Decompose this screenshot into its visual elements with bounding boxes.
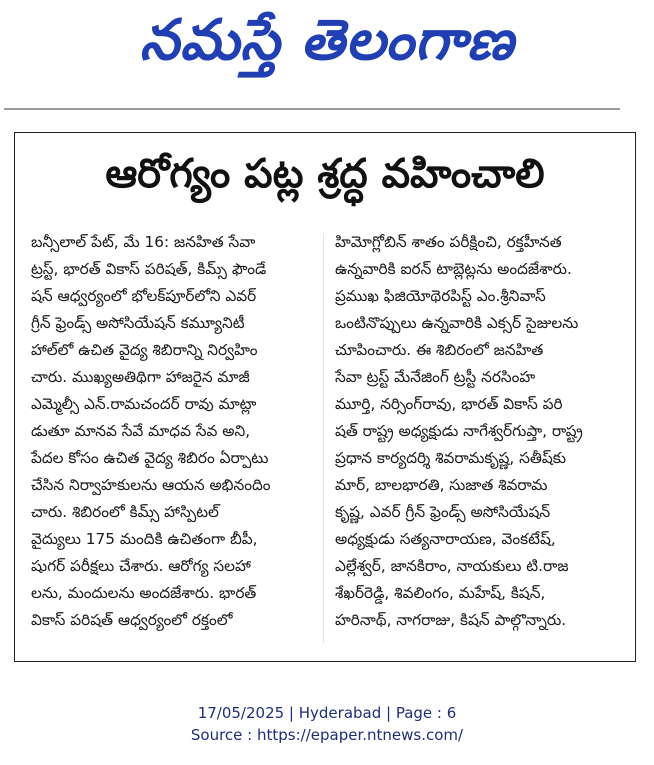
article-line: ఎమ్మెల్సీ ఎన్.రామచందర్ రావు మాట్లా	[31, 395, 257, 413]
article-line: చేసిన నిర్వాహకులను ఆయన అభినందిం	[31, 476, 271, 494]
article-column-left	[31, 229, 314, 634]
masthead-divider	[4, 108, 620, 110]
article-line: కృష్ణ, ఎవర్ గ్రీన్ ఫ్రెండ్స్ అసోసియేషన్	[335, 503, 551, 521]
article-line: శేఖర్‌రెడ్డి, శివలింగం, మహేష్, కిషన్,	[335, 584, 546, 602]
article-line: హరినాథ్, నాగరాజు, కిషన్ పాల్గొన్నారు.	[335, 611, 567, 629]
article-clipping	[14, 132, 636, 662]
article-line: అధ్యక్షుడు సత్యనారాయణ, వెంకటేష్,	[335, 530, 556, 548]
article-column-right	[335, 229, 618, 634]
article-line: హిమోగ్లోబిన్ శాతం పరీక్షించి, రక్తహీనత	[335, 233, 562, 251]
article-line: చూపించారు. ఈ శిబిరంలో జనహిత	[335, 341, 544, 359]
article-line: పేదల కోసం ఉచిత వైద్య శిబిరం ఏర్పాటు	[31, 449, 269, 467]
article-line: మూర్తి, నర్సింగ్‌రావు, భారత్ వికాస్ పరి	[335, 395, 563, 413]
article-line: డుతూ మానవ సేవే మాధవ సేవ అని,	[31, 422, 251, 440]
masthead	[0, 0, 654, 108]
article-line: బన్సీలాల్ పేట్, మే 16: జనహిత సేవా	[31, 233, 256, 251]
article-line: చారు. శిబిరంలో కిమ్స్ హాస్పిటల్	[31, 503, 219, 521]
article-line: వైద్యులు 175 మందికి ఉచితంగా బీపీ,	[31, 530, 258, 548]
article-line: ట్రస్ట్, భారత్ వికాస్ పరిషత్, కిమ్స్ ఫౌండే	[31, 260, 267, 278]
article-line: చారు. ముఖ్యఅతిథిగా హాజరైన మాజీ	[31, 368, 250, 386]
article-line: షుగర్ పరీక్షలు చేశారు. ఆరోగ్య సలహా	[31, 557, 251, 575]
source-link[interactable]: Source : https://epaper.ntnews.com/	[190, 726, 464, 744]
article-line: సేవా ట్రస్ట్ మేనేజింగ్ ట్రస్టీ నరసింహ	[335, 368, 536, 386]
article-headline: ఆరోగ్యం పట్ల శ్రద్ధ వహించాలి	[105, 151, 545, 197]
article-line: హాల్‌లో ఉచిత వైద్య శిబిరాన్ని నిర్వహిం	[31, 341, 258, 359]
newspaper-logo: నమస్తే తెలంగాణ	[139, 8, 515, 73]
article-line: షత్ రాష్ట్ర అధ్యక్షుడు నాగేశ్వర్‌గుప్తా, రాష్ట్ర	[335, 422, 583, 440]
article-line: ఉన్నవారికి ఐరన్ టాబ్లెట్లను అందజేశారు.	[335, 260, 572, 278]
article-line: ఎల్లేశ్వర్, జానకిరాం, నాయకులు టి.రాజ	[335, 557, 569, 575]
article-line: షన్ ఆధ్వర్యంలో భోలక్‌పూర్‌లోని ఎవర్	[31, 287, 257, 305]
article-line: గ్రీన్ ఫ్రెండ్స్ అసోసియేషన్ కమ్యూనిటీ	[31, 314, 245, 332]
article-line: లను, మందులను అందజేశారు. భారత్	[31, 584, 257, 602]
article-line: ప్రధాన కార్యదర్శి శివరామకృష్ణ, సతీష్‌కు	[335, 449, 567, 467]
article-line: ప్రముఖ ఫిజియోథెరపిస్ట్ ఎం.శ్రీనివాస్	[335, 287, 546, 305]
edition-info: 17/05/2025 | Hyderabad | Page : 6	[197, 704, 457, 722]
article-line: మార్, బాలభారతి, సుజాత శివరామ	[335, 476, 548, 494]
column-divider	[323, 233, 324, 643]
article-line: ఒంటినొప్పులు ఉన్నవారికి ఎక్సర్ సైజులను	[335, 314, 579, 332]
article-line: వికాస్ పరిషత్ ఆధ్వర్యంలో రక్తంలో	[31, 611, 233, 629]
